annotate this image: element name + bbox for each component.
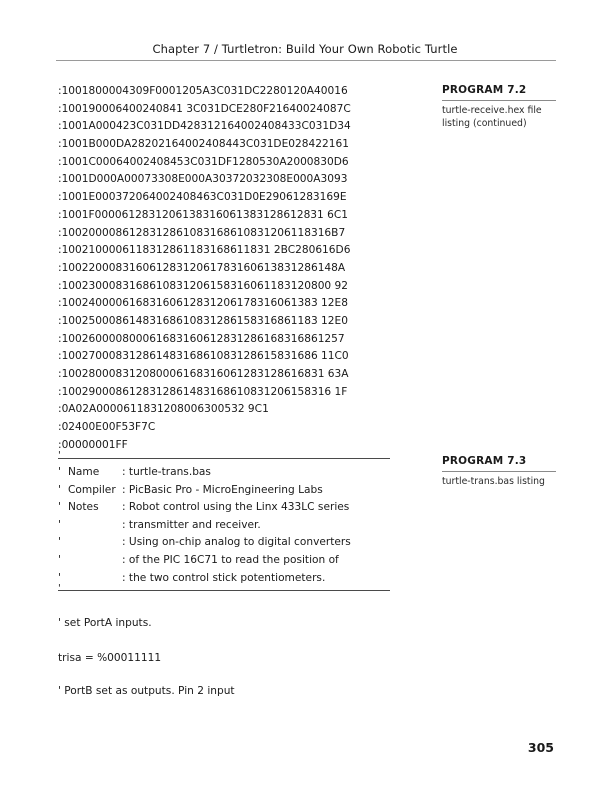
code-comment-porta: ' set PortA inputs. [58, 617, 152, 629]
program-7-3-caption: turtle-trans.bas listing [442, 476, 545, 487]
hex-line: :0A02A0000611831208006300532 9C1 [58, 403, 269, 416]
comment-rule-bottom [58, 590, 390, 591]
hex-line: :1001800004309F0001205A3C031DC2280120A40016 [58, 85, 348, 97]
comment-row: ' : Using on-chip analog to digital converters [58, 536, 351, 549]
running-header: Chapter 7 / Turtletron: Build Your Own Robotic Turtle [152, 42, 458, 56]
comment-row: ' Name : turtle-trans.bas [58, 466, 211, 478]
comment-rule-tick: ' [58, 450, 61, 461]
hex-line: :10027000831286148316861083128615831686 11C0 [58, 350, 349, 363]
page-number: 305 [527, 740, 554, 755]
comment-row: ' : of the PIC 16C71 to read the position of [58, 553, 339, 566]
comment-row: ' Notes : Robot control using the Linx 433LC series [58, 501, 350, 514]
comment-row: ' Compiler : PicBasic Pro - MicroEngineering Labs [58, 483, 323, 496]
hex-listing [58, 83, 428, 454]
hex-line: :1002100006118312861183168611831 2BC280616D6 [58, 244, 351, 257]
hex-line: :1001C00064002408453C031DF1280530A2000830D6 [58, 155, 349, 168]
hex-line: :100190006400240841 3C031DCE280F21640024087C [58, 102, 351, 115]
hex-line: :1002000086128312861083168610831206118316B7 [58, 226, 346, 239]
comment-row: ' : the two control stick potentiometers. [58, 571, 326, 584]
program-7-3-label: PROGRAM 7.3 [442, 455, 556, 472]
hex-line: :1001B000DA28202164002408443C031DE028422161 [58, 138, 349, 151]
code-trisa-assignment: trisa = %00011111 [58, 652, 162, 664]
code-comment-portb: ' PortB set as outputs. Pin 2 input [58, 685, 235, 697]
comment-rule-tick: ' [58, 583, 61, 594]
header-rule [56, 60, 556, 61]
program-7-2-caption: turtle-receive.hex file listing (continued) [442, 105, 542, 129]
comment-header-block [58, 464, 398, 587]
hex-line: :02400E00F53F7C [58, 421, 156, 434]
hex-line: :10022000831606128312061783160613831286148A [58, 261, 346, 274]
hex-line: :10025000861483168610831286158316861183 12E0 [58, 314, 348, 327]
hex-line: :00000001FF [58, 438, 128, 451]
hex-line: :1002300083168610831206158316061183120800 92 [58, 279, 349, 292]
hex-line: :100280008312080006168316061283128616831 63A [58, 368, 349, 380]
hex-line: :1001E000372064002408463C031D0E29061283169E [58, 191, 347, 204]
program-7-3-sidebar [442, 455, 556, 488]
hex-line: :1002900086128312861483168610831206158316 1F [58, 385, 348, 398]
hex-line: :1001F0000612831206138316061383128612831 6C1 [58, 208, 349, 221]
hex-line: :10024000061683160612831206178316061383 12E8 [58, 297, 348, 310]
comment-rule-top [58, 458, 390, 459]
program-7-2-label: PROGRAM 7.2 [442, 84, 556, 101]
program-7-2-sidebar [442, 84, 556, 130]
hex-line: :100260000800061683160612831286168316861257 [58, 332, 345, 345]
comment-row: ' : transmitter and receiver. [58, 518, 261, 531]
hex-line: :1001A000423C031DD428312164002408433C031D34 [58, 120, 351, 133]
hex-line: :1001D000A00073308E000A30372032308E000A3093 [58, 173, 348, 186]
